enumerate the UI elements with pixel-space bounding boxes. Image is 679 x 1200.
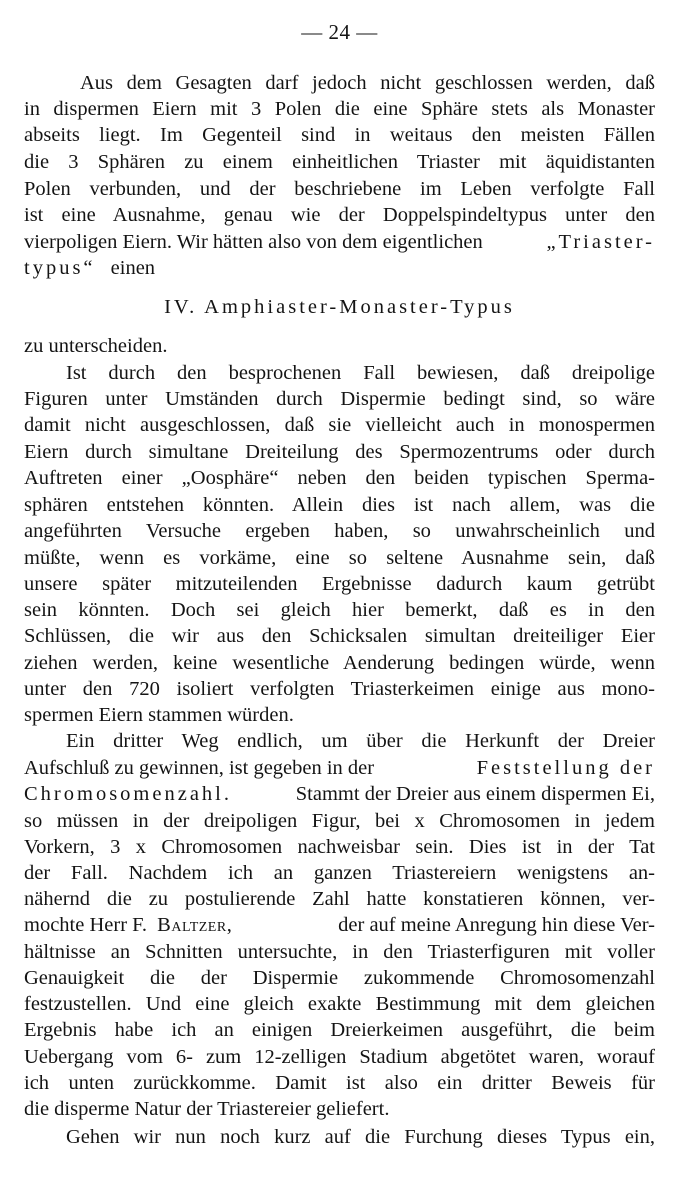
- text-line: in dispermen Eiern mit 3 Polen die eine Sphäre stets als Monaster: [24, 98, 655, 120]
- text-segment: vierpoligen Eiern. Wir hätten also von dem eigentlichen: [24, 231, 483, 253]
- text-line: Ist durch den besprochenen Fall bewiesen, daß dreipolige: [66, 362, 655, 384]
- page-number: — 24 —: [301, 20, 378, 44]
- text-line: [24, 229, 655, 255]
- text-line: ist eine Ausnahme, genau wie der Doppelspindeltypus unter den: [24, 204, 655, 226]
- text-line: [24, 781, 655, 807]
- text-line: Ergebnis habe ich an einigen Dreierkeimen ausgeführt, die beim: [24, 1019, 655, 1041]
- text-line: abseits liegt. Im Gegenteil sind in weitaus den meisten Fällen: [24, 124, 655, 146]
- text-line: Genauigkeit die der Dispermie zukommende Chromosomenzahl: [24, 967, 655, 989]
- text-segment: der auf meine Anregung hin diese Ver-: [338, 914, 655, 936]
- text-line: so müssen in der dreipoligen Figur, bei x Chromosomen in jedem: [24, 810, 655, 832]
- text-line: Gehen wir nun noch kurz auf die Furchung dieses Typus ein,: [66, 1126, 655, 1148]
- emphasized-term: Feststellung der: [476, 757, 655, 779]
- text-line: ich unten zurückkomme. Damit ist also ein dritter Beweis für: [24, 1072, 655, 1094]
- text-line: müßte, wenn es vorkäme, eine so seltene Ausnahme sein, daß: [24, 547, 655, 569]
- text-line: Auftreten einer „Oosphäre“ neben den beiden typischen Sperma-: [24, 467, 655, 489]
- text-line: die 3 Sphären zu einem einheitlichen Triaster mit äquidistanten: [24, 151, 655, 173]
- text-line: damit nicht ausgeschlossen, daß sie vielleicht auch in monospermen: [24, 414, 655, 436]
- text-line: [24, 255, 655, 281]
- text-segment: mochte Herr F.: [24, 914, 148, 936]
- text-line: der Fall. Nachdem ich an ganzen Triastereiern wenigstens an-: [24, 862, 655, 884]
- text-line: unter den 720 isoliert verfolgten Triasterkeimen einige aus mono-: [24, 678, 655, 700]
- emphasized-term: Chromosomenzahl.: [24, 783, 232, 805]
- text-line: [24, 755, 655, 781]
- author-name: Baltzer,: [157, 914, 233, 936]
- text-line: Schlüssen, die wir aus den Schicksalen simultan dreiteiliger Eier: [24, 625, 655, 647]
- text-line: Ein dritter Weg endlich, um über die Herkunft der Dreier: [66, 730, 655, 752]
- text-line: festzustellen. Und eine gleich exakte Bestimmung mit dem gleichen: [24, 993, 655, 1015]
- text-line: Polen verbunden, und der beschriebene im Leben verfolgte Fall: [24, 178, 655, 200]
- text-line: Figuren unter Umständen durch Dispermie bedingt sind, so wäre: [24, 388, 655, 410]
- section-heading: IV. Amphiaster-Monaster-Typus: [164, 296, 515, 318]
- emphasized-term: typus“: [24, 257, 96, 279]
- text-line: sphären entstehen könnten. Allein dies ist nach allem, was die: [24, 494, 655, 516]
- text-segment: Stammt der Dreier aus einem dispermen Ei,: [295, 783, 655, 805]
- text-line: sein könnten. Doch sei gleich hier bemerkt, daß es in den: [24, 599, 655, 621]
- text-line: angeführten Versuche ergeben haben, so unwahrscheinlich und: [24, 520, 655, 542]
- text-line: Eiern durch simultane Dreiteilung des Spermozentrums oder durch: [24, 441, 655, 463]
- text-segment: Aufschluß zu gewinnen, ist gegeben in der: [24, 757, 375, 779]
- text-line: spermen Eiern stammen würden.: [24, 704, 294, 726]
- text-line: [24, 912, 655, 938]
- text-line: die disperme Natur der Triastereier geliefert.: [24, 1098, 390, 1120]
- text-line: hältnisse an Schnitten untersuchte, in den Triasterfiguren mit voller: [24, 941, 655, 963]
- text-line: ziehen werden, keine wesentliche Aenderung bedingen würde, wenn: [24, 652, 655, 674]
- text-line: Vorkern, 3 x Chromosomen nachweisbar sein. Dies ist in der Tat: [24, 836, 655, 858]
- text-line: Aus dem Gesagten darf jedoch nicht geschlossen werden, daß: [80, 72, 655, 94]
- text-line: zu unterscheiden.: [24, 335, 168, 357]
- text-line: nähernd die zu postulierende Zahl hatte konstatieren können, ver-: [24, 888, 655, 910]
- text-line: Uebergang vom 6- zum 12-zelligen Stadium abgetötet waren, worauf: [24, 1046, 655, 1068]
- text-line: unsere später mitzuteilenden Ergebnisse dadurch kaum getrübt: [24, 573, 655, 595]
- emphasized-term: „Triaster-: [546, 231, 655, 253]
- text-segment: einen: [110, 257, 156, 279]
